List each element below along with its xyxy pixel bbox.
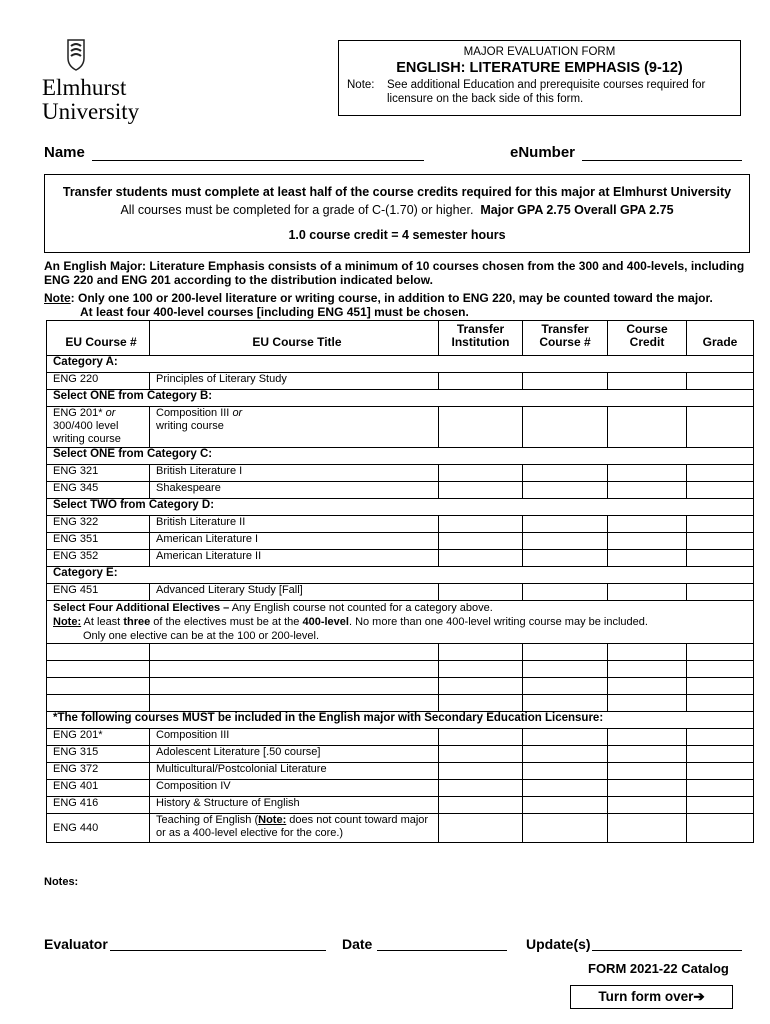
grade-cell[interactable] <box>687 644 754 661</box>
transfer-institution-cell[interactable] <box>439 533 523 550</box>
transfer-institution-cell[interactable] <box>439 644 523 661</box>
category-row <box>47 712 754 729</box>
course-title: Multicultural/Postcolonial Literature <box>150 763 439 780</box>
gpa-requirement: Major GPA 2.75 Overall GPA 2.75 <box>480 203 674 217</box>
course-number: ENG 352 <box>47 550 150 567</box>
course-title: Composition III <box>150 729 439 746</box>
grade-cell[interactable] <box>687 482 754 499</box>
transfer-institution-cell[interactable] <box>439 516 523 533</box>
course-number: ENG 201* <box>47 729 150 746</box>
table-row <box>47 550 754 567</box>
elective-title-cell[interactable] <box>150 678 439 695</box>
category-row <box>47 499 754 516</box>
table-row <box>47 407 754 448</box>
credit-cell[interactable] <box>608 550 687 567</box>
evaluator-label: Evaluator <box>44 936 108 952</box>
transfer-course-cell[interactable] <box>523 678 608 695</box>
col-grade: Grade <box>687 321 754 356</box>
secondary-ed-label: *The following courses MUST be included in the English major with Secondary Education Licensure: <box>47 712 754 729</box>
table-row <box>47 533 754 550</box>
form-catalog-label: FORM 2021-22 Catalog <box>588 961 729 976</box>
enumber-field[interactable] <box>582 160 742 161</box>
course-number: ENG 345 <box>47 482 150 499</box>
credit-cell[interactable] <box>608 746 687 763</box>
col-transfer-course: Transfer Course # <box>523 321 608 356</box>
course-title: Principles of Literary Study <box>150 373 439 390</box>
credit-cell[interactable] <box>608 373 687 390</box>
course-title: History & Structure of English <box>150 797 439 814</box>
course-title: Advanced Literary Study [Fall] <box>150 584 439 601</box>
category-a-label: Category A: <box>47 356 754 373</box>
category-row <box>47 567 754 584</box>
turn-form-over-box <box>570 985 733 1009</box>
grade-cell[interactable] <box>687 584 754 601</box>
grade-cell[interactable] <box>687 780 754 797</box>
transfer-institution-cell[interactable] <box>439 729 523 746</box>
course-title: Composition III or writing course <box>150 407 439 448</box>
transfer-line-1: Transfer students must complete at least half of the course credits required for this major at Elmhurst University <box>62 185 732 199</box>
course-number: ENG 201* or 300/400 level writing course <box>47 407 150 448</box>
transfer-course-cell[interactable] <box>523 550 608 567</box>
category-e-label: Category E: <box>47 567 754 584</box>
transfer-institution-cell[interactable] <box>439 407 523 448</box>
grade-cell[interactable] <box>687 550 754 567</box>
course-number: ENG 440 <box>47 814 150 843</box>
major-intro: An English Major: Literature Emphasis consists of a minimum of 10 courses chosen from the 300 and 400-levels, including ENG 220 and ENG 201 according to the distribution indicated below. <box>44 259 745 287</box>
transfer-course-cell[interactable] <box>523 516 608 533</box>
updates-label: Update(s) <box>526 936 591 952</box>
table-row <box>47 746 754 763</box>
elective-row <box>47 644 754 661</box>
logo-line-1: Elmhurst <box>42 75 127 100</box>
major-note-label: Note <box>44 291 71 305</box>
transfer-institution-cell[interactable] <box>439 584 523 601</box>
table-row <box>47 814 754 843</box>
transfer-course-cell[interactable] <box>523 814 608 843</box>
credit-cell[interactable] <box>608 465 687 482</box>
major-note-line-2: At least four 400-level courses [including ENG 451] must be chosen. <box>80 305 469 319</box>
electives-instructions: Select Four Additional Electives – Any English course not counted for a category above. Note: At least three of the electives must be at the 400-level. No more than one 400-level writing course may be included. Only one elective can be at the 100 or 200-level. <box>47 601 754 644</box>
credit-cell[interactable] <box>608 678 687 695</box>
course-title: American Literature II <box>150 550 439 567</box>
date-label: Date <box>342 936 373 952</box>
transfer-institution-cell[interactable] <box>439 465 523 482</box>
name-field[interactable] <box>92 160 424 161</box>
header-note-label: Note: <box>347 79 375 91</box>
transfer-course-cell[interactable] <box>523 746 608 763</box>
course-title: American Literature I <box>150 533 439 550</box>
major-note-line-1: : Only one 100 or 200-level literature or writing course, in addition to ENG 220, may be counted toward the major. <box>70 291 713 305</box>
course-number: ENG 351 <box>47 533 150 550</box>
table-row <box>47 373 754 390</box>
credit-cell[interactable] <box>608 407 687 448</box>
credit-cell[interactable] <box>608 763 687 780</box>
course-number: ENG 416 <box>47 797 150 814</box>
credit-cell[interactable] <box>608 644 687 661</box>
category-c-label: Select ONE from Category C: <box>47 448 754 465</box>
col-transfer-institution: Transfer Institution <box>439 321 523 356</box>
transfer-institution-cell[interactable] <box>439 797 523 814</box>
name-label: Name <box>44 144 85 161</box>
transfer-course-cell[interactable] <box>523 482 608 499</box>
enumber-label: eNumber <box>510 144 576 161</box>
grade-cell[interactable] <box>687 729 754 746</box>
table-row <box>47 482 754 499</box>
elective-row <box>47 661 754 678</box>
logo-mark-icon <box>62 38 90 72</box>
credit-conversion: 1.0 course credit = 4 semester hours <box>288 228 506 242</box>
transfer-institution-cell[interactable] <box>439 814 523 843</box>
col-eu-course: EU Course # <box>47 321 150 356</box>
course-title: British Literature II <box>150 516 439 533</box>
turn-form-over-text: Turn form over <box>598 989 694 1004</box>
col-eu-title: EU Course Title <box>150 321 439 356</box>
transfer-institution-cell[interactable] <box>439 695 523 712</box>
table-row <box>47 763 754 780</box>
grade-cell[interactable] <box>687 533 754 550</box>
transfer-course-cell[interactable] <box>523 661 608 678</box>
transfer-course-cell[interactable] <box>523 695 608 712</box>
course-title: British Literature I <box>150 465 439 482</box>
category-b-label: Select ONE from Category B: <box>47 390 754 407</box>
elective-title-cell[interactable] <box>150 695 439 712</box>
course-number: ENG 220 <box>47 373 150 390</box>
col-course-credit: Course Credit <box>608 321 687 356</box>
course-number: ENG 451 <box>47 584 150 601</box>
course-number: ENG 372 <box>47 763 150 780</box>
elective-row <box>47 678 754 695</box>
transfer-course-cell[interactable] <box>523 729 608 746</box>
credit-cell[interactable] <box>608 661 687 678</box>
transfer-institution-cell[interactable] <box>439 763 523 780</box>
course-number: ENG 321 <box>47 465 150 482</box>
grade-cell[interactable] <box>687 373 754 390</box>
transfer-course-cell[interactable] <box>523 407 608 448</box>
grade-cell[interactable] <box>687 763 754 780</box>
transfer-institution-cell[interactable] <box>439 780 523 797</box>
transfer-requirements-box <box>44 174 750 253</box>
transfer-institution-cell[interactable] <box>439 482 523 499</box>
form-header-box <box>338 40 741 116</box>
transfer-course-cell[interactable] <box>523 644 608 661</box>
table-row <box>47 465 754 482</box>
table-row <box>47 729 754 746</box>
grade-cell[interactable] <box>687 465 754 482</box>
elective-row <box>47 695 754 712</box>
grade-cell[interactable] <box>687 678 754 695</box>
elective-course-cell[interactable] <box>47 644 150 661</box>
elective-title-cell[interactable] <box>150 644 439 661</box>
header-note-text: See additional Education and prerequisite courses required for licensure on the back side of this form. <box>387 79 706 105</box>
grade-cell[interactable] <box>687 407 754 448</box>
table-header-row <box>47 321 754 356</box>
notes-label: Notes: <box>44 876 79 888</box>
arrow-right-icon: ➔ <box>693 989 705 1004</box>
category-row <box>47 390 754 407</box>
credit-cell[interactable] <box>608 729 687 746</box>
transfer-institution-cell[interactable] <box>439 373 523 390</box>
table-row <box>47 780 754 797</box>
transfer-course-cell[interactable] <box>523 373 608 390</box>
elective-course-cell[interactable] <box>47 661 150 678</box>
table-row <box>47 797 754 814</box>
transfer-institution-cell[interactable] <box>439 550 523 567</box>
transfer-institution-cell[interactable] <box>439 678 523 695</box>
transfer-institution-cell[interactable] <box>439 746 523 763</box>
grade-cell[interactable] <box>687 661 754 678</box>
transfer-course-cell[interactable] <box>523 533 608 550</box>
grade-cell[interactable] <box>687 814 754 843</box>
course-number: ENG 401 <box>47 780 150 797</box>
university-logo <box>42 38 162 128</box>
date-field[interactable] <box>377 950 507 951</box>
credit-cell[interactable] <box>608 584 687 601</box>
grade-cell[interactable] <box>687 695 754 712</box>
category-row <box>47 448 754 465</box>
transfer-line-2 <box>45 203 749 217</box>
elective-course-cell[interactable] <box>47 695 150 712</box>
updates-field[interactable] <box>592 950 742 951</box>
grade-cell[interactable] <box>687 516 754 533</box>
course-title: Teaching of English (Note: does not count toward major or as a 400-level elective for the core.) <box>150 814 439 843</box>
elective-course-cell[interactable] <box>47 678 150 695</box>
evaluator-field[interactable] <box>110 950 326 951</box>
course-number: ENG 315 <box>47 746 150 763</box>
major-note <box>44 291 750 319</box>
grade-requirement: All courses must be completed for a grade of C-(1.70) or higher. <box>120 203 474 217</box>
credit-cell[interactable] <box>608 814 687 843</box>
grade-cell[interactable] <box>687 797 754 814</box>
credit-cell[interactable] <box>608 482 687 499</box>
logo-wordmark <box>42 76 139 124</box>
form-title: ENGLISH: LITERATURE EMPHASIS (9-12) <box>396 60 683 76</box>
course-table <box>46 320 754 843</box>
transfer-course-cell[interactable] <box>523 584 608 601</box>
transfer-course-cell[interactable] <box>523 780 608 797</box>
category-d-label: Select TWO from Category D: <box>47 499 754 516</box>
course-title: Adolescent Literature [.50 course] <box>150 746 439 763</box>
elective-title-cell[interactable] <box>150 661 439 678</box>
table-row <box>47 516 754 533</box>
grade-cell[interactable] <box>687 746 754 763</box>
category-row <box>47 356 754 373</box>
course-title: Composition IV <box>150 780 439 797</box>
logo-line-2: University <box>42 99 140 124</box>
course-number: ENG 322 <box>47 516 150 533</box>
credit-cell[interactable] <box>608 516 687 533</box>
transfer-course-cell[interactable] <box>523 763 608 780</box>
transfer-course-cell[interactable] <box>523 797 608 814</box>
credit-cell[interactable] <box>608 797 687 814</box>
table-row <box>47 584 754 601</box>
form-subtitle: MAJOR EVALUATION FORM <box>463 46 616 58</box>
course-title: Shakespeare <box>150 482 439 499</box>
electives-header-row <box>47 601 754 644</box>
credit-cell[interactable] <box>608 533 687 550</box>
credit-cell[interactable] <box>608 695 687 712</box>
transfer-institution-cell[interactable] <box>439 661 523 678</box>
header-note <box>339 78 740 106</box>
transfer-course-cell[interactable] <box>523 465 608 482</box>
credit-cell[interactable] <box>608 780 687 797</box>
